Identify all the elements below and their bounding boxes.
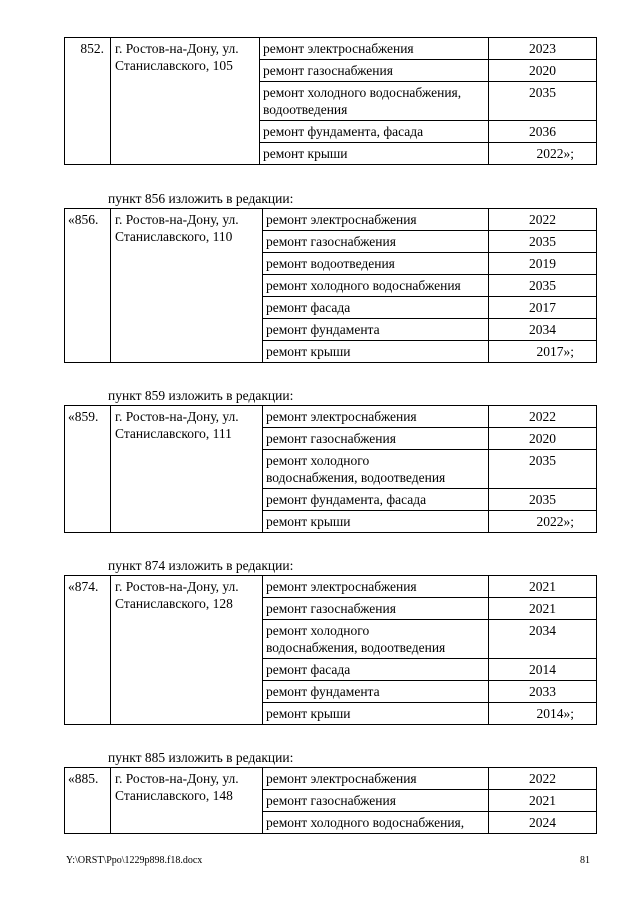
work-year: 2022»; bbox=[489, 511, 597, 533]
item-number: 852. bbox=[65, 38, 111, 165]
work-type: ремонт электроснабжения bbox=[263, 406, 489, 428]
work-type: ремонт газоснабжения bbox=[263, 231, 489, 253]
item-address: г. Ростов-на-Дону, ул. Станиславского, 128 bbox=[111, 576, 263, 725]
table-row bbox=[65, 576, 597, 598]
work-type: ремонт холодного водоснабжения bbox=[263, 275, 489, 297]
work-year: 2014»; bbox=[489, 703, 597, 725]
address-table-874 bbox=[64, 575, 597, 725]
work-type: ремонт электроснабжения bbox=[263, 768, 489, 790]
work-year: 2034 bbox=[489, 620, 597, 659]
work-type: ремонт холодного водоснабжения, водоотведения bbox=[263, 620, 489, 659]
work-year: 2020 bbox=[489, 60, 597, 82]
table-row bbox=[65, 768, 597, 790]
work-type: ремонт фундамента bbox=[263, 319, 489, 341]
table-row bbox=[65, 209, 597, 231]
work-type: ремонт газоснабжения bbox=[263, 428, 489, 450]
work-type: ремонт газоснабжения bbox=[263, 790, 489, 812]
item-address: г. Ростов-на-Дону, ул. Станиславского, 105 bbox=[111, 38, 260, 165]
work-type: ремонт холодного водоснабжения, водоотведения bbox=[263, 450, 489, 489]
work-year: 2035 bbox=[489, 231, 597, 253]
work-year: 2021 bbox=[489, 598, 597, 620]
work-year: 2035 bbox=[489, 275, 597, 297]
work-type: ремонт крыши bbox=[260, 143, 489, 165]
work-year: 2033 bbox=[489, 681, 597, 703]
work-type: ремонт фундамента, фасада bbox=[260, 121, 489, 143]
work-year: 2023 bbox=[489, 38, 597, 60]
item-address: г. Ростов-на-Дону, ул. Станиславского, 111 bbox=[111, 406, 263, 533]
work-year: 2024 bbox=[489, 812, 597, 834]
work-type: ремонт холодного водоснабжения, bbox=[263, 812, 489, 834]
work-type: ремонт холодного водоснабжения, водоотведения bbox=[260, 82, 489, 121]
work-type: ремонт фасада bbox=[263, 297, 489, 319]
work-type: ремонт крыши bbox=[263, 511, 489, 533]
work-type: ремонт фасада bbox=[263, 659, 489, 681]
work-year: 2034 bbox=[489, 319, 597, 341]
item-number: «856. bbox=[65, 209, 111, 363]
work-year: 2035 bbox=[489, 450, 597, 489]
work-year: 2021 bbox=[489, 790, 597, 812]
footer-file-path: Y:\ORST\Ppo\1229p898.f18.docx bbox=[66, 855, 203, 866]
work-year: 2021 bbox=[489, 576, 597, 598]
address-table-856 bbox=[64, 208, 597, 363]
amendment-intro: пункт 885 изложить в редакции: bbox=[108, 750, 294, 765]
work-type: ремонт газоснабжения bbox=[260, 60, 489, 82]
work-year: 2022 bbox=[489, 209, 597, 231]
work-year: 2020 bbox=[489, 428, 597, 450]
item-number: «859. bbox=[65, 406, 111, 533]
address-table-885 bbox=[64, 767, 597, 834]
item-address: г. Ростов-на-Дону, ул. Станиславского, 148 bbox=[111, 768, 263, 834]
work-type: ремонт крыши bbox=[263, 703, 489, 725]
work-year: 2017»; bbox=[489, 341, 597, 363]
item-address: г. Ростов-на-Дону, ул. Станиславского, 110 bbox=[111, 209, 263, 363]
work-type: ремонт электроснабжения bbox=[263, 576, 489, 598]
work-year: 2035 bbox=[489, 489, 597, 511]
item-number: «874. bbox=[65, 576, 111, 725]
work-year: 2017 bbox=[489, 297, 597, 319]
amendment-intro: пункт 859 изложить в редакции: bbox=[108, 388, 294, 403]
work-year: 2036 bbox=[489, 121, 597, 143]
work-year: 2022 bbox=[489, 768, 597, 790]
work-year: 2022 bbox=[489, 406, 597, 428]
address-table-859 bbox=[64, 405, 597, 533]
work-type: ремонт водоотведения bbox=[263, 253, 489, 275]
work-type: ремонт газоснабжения bbox=[263, 598, 489, 620]
amendment-intro: пункт 856 изложить в редакции: bbox=[108, 191, 294, 206]
amendment-intro: пункт 874 изложить в редакции: bbox=[108, 558, 294, 573]
work-year: 2014 bbox=[489, 659, 597, 681]
work-type: ремонт электроснабжения bbox=[263, 209, 489, 231]
table-row bbox=[65, 406, 597, 428]
address-table-852 bbox=[64, 37, 597, 165]
work-year: 2019 bbox=[489, 253, 597, 275]
table-row bbox=[65, 38, 597, 60]
footer-page-number: 81 bbox=[580, 855, 590, 866]
work-type: ремонт фундамента, фасада bbox=[263, 489, 489, 511]
work-year: 2022»; bbox=[489, 143, 597, 165]
work-year: 2035 bbox=[489, 82, 597, 121]
work-type: ремонт крыши bbox=[263, 341, 489, 363]
item-number: «885. bbox=[65, 768, 111, 834]
work-type: ремонт электроснабжения bbox=[260, 38, 489, 60]
work-type: ремонт фундамента bbox=[263, 681, 489, 703]
